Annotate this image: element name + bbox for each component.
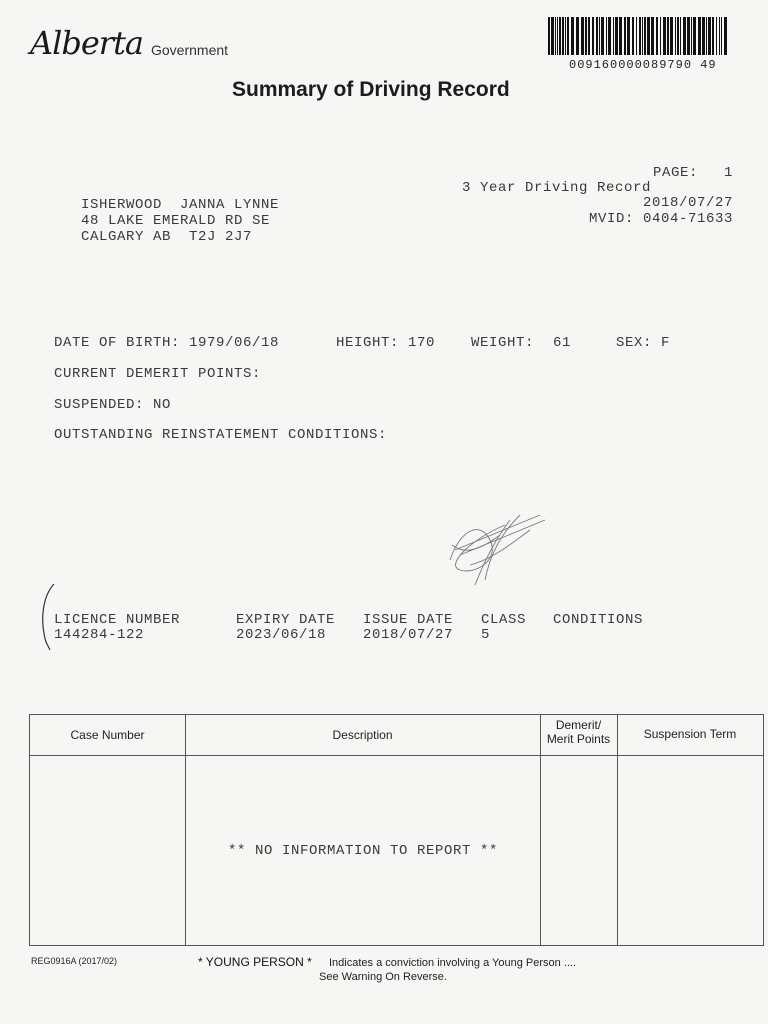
conditions-header: CONDITIONS [553,612,644,628]
empty-message: ** NO INFORMATION TO REPORT ** [228,843,499,859]
height: HEIGHT: 170 [336,335,436,351]
issue-date-header: ISSUE DATE [363,612,454,628]
demerit-header [540,718,617,746]
demerit-header-line1: Demerit/ [555,718,602,732]
table-divider [540,715,541,945]
young-person-note: Indicates a conviction involving a Young Person .... [329,957,577,969]
suspended-status: SUSPENDED: NO [54,397,172,413]
expiry-date-header: EXPIRY DATE [236,612,336,628]
case-number-header: Case Number [70,728,145,742]
signature-scribble [430,500,560,590]
licence-number: 144284-122 [54,627,145,643]
convictions-table [29,714,764,946]
licence-number-header: LICENCE NUMBER [54,612,181,628]
issue-date: 2018/07/27 [363,627,454,643]
holder-city: CALGARY AB T2J 2J7 [81,229,253,245]
page-label: PAGE: [653,165,699,181]
barcode-number: 009160000089790 49 [569,58,717,72]
weight-value: 61 [553,335,572,351]
page-title: Summary of Driving Record [232,78,510,101]
barcode-icon [548,17,728,55]
table-divider [185,715,186,945]
table-header-divider [30,755,763,756]
record-type: 3 Year Driving Record [462,180,652,196]
expiry-date: 2023/06/18 [236,627,327,643]
class-header: CLASS [481,612,527,628]
form-code: REG0916A (2017/02) [31,956,118,966]
holder-name: ISHERWOOD JANNA LYNNE [81,197,280,213]
reinstatement-conditions: OUTSTANDING REINSTATEMENT CONDITIONS: [54,427,388,443]
mvid: MVID: 0404-71633 [589,211,734,227]
current-demerit-points: CURRENT DEMERIT POINTS: [54,366,262,382]
logo-government-text: Government [151,42,229,58]
demerit-header-line2: Merit Points [546,732,611,746]
suspension-term-header: Suspension Term [643,727,737,741]
table-divider [617,715,618,945]
holder-street: 48 LAKE EMERALD RD SE [81,213,271,229]
sex: SEX: F [616,335,671,351]
record-date: 2018/07/27 [643,195,734,211]
warning-note: See Warning On Reverse. [319,971,447,983]
description-header: Description [332,728,393,742]
young-person-label: * YOUNG PERSON * [198,955,312,969]
licence-class: 5 [481,627,491,643]
date-of-birth: DATE OF BIRTH: 1979/06/18 [54,335,280,351]
weight-label: WEIGHT: [471,335,535,351]
alberta-logo: Alberta [30,24,143,62]
page-number: 1 [724,165,734,181]
